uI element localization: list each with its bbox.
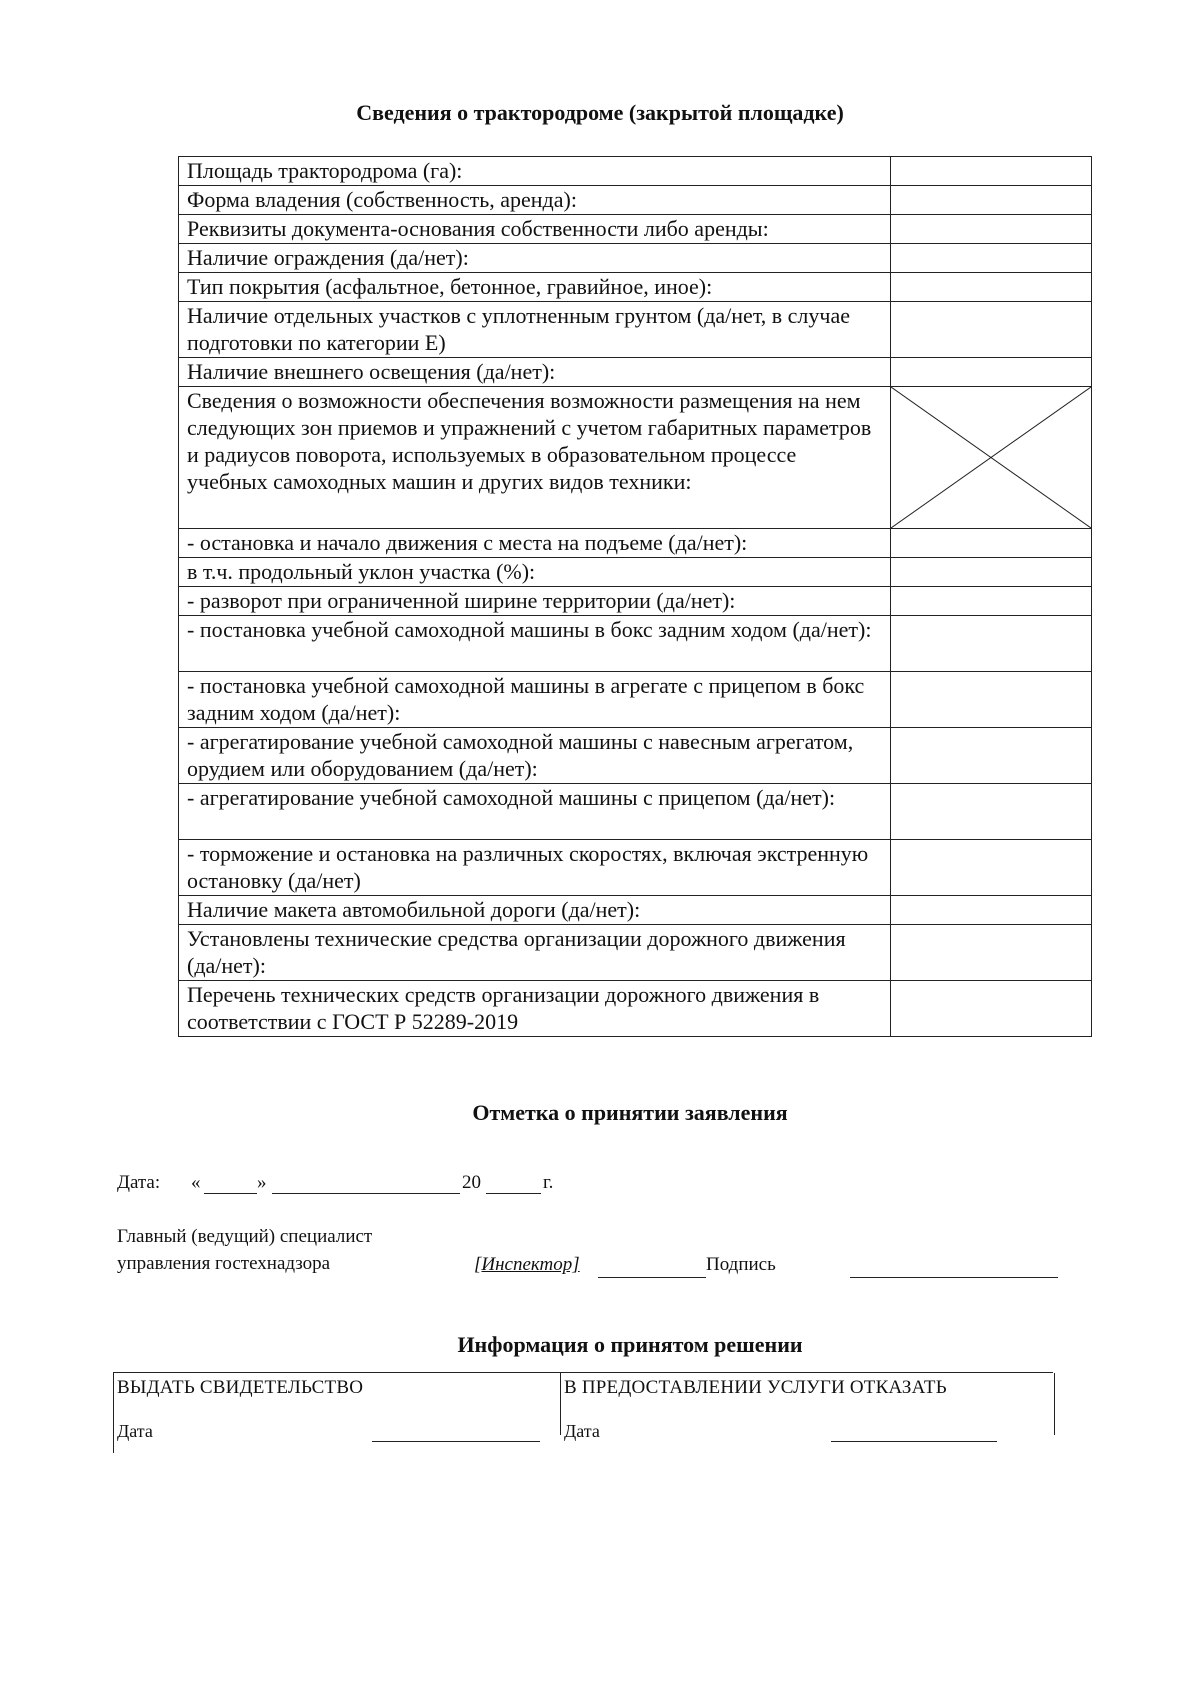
row-label: Перечень технических средств организации дорожного движения в соответствии с ГОСТ Р 52289-2019 <box>179 981 891 1037</box>
row-value[interactable] <box>891 157 1092 186</box>
table-row <box>179 558 1092 587</box>
acceptance-title: Отметка о принятии заявления <box>472 1100 788 1125</box>
table-row <box>179 215 1092 244</box>
table-row <box>179 387 1092 529</box>
table-row <box>179 529 1092 558</box>
table-row <box>179 784 1092 840</box>
cross-out-mark <box>891 387 1091 528</box>
row-label: Наличие макета автомобильной дороги (да/нет): <box>179 896 891 925</box>
facility-title: Сведения о трактородроме (закрытой площадке) <box>356 100 844 125</box>
row-value[interactable] <box>891 784 1092 840</box>
row-label: - разворот при ограниченной ширине территории (да/нет): <box>179 587 891 616</box>
row-value[interactable] <box>891 587 1092 616</box>
table-row <box>179 587 1092 616</box>
row-label: - агрегатирование учебной самоходной машины с прицепом (да/нет): <box>179 784 891 840</box>
row-label: Наличие внешнего освещения (да/нет): <box>179 358 891 387</box>
month-blank[interactable] <box>272 1193 460 1194</box>
table-row <box>179 358 1092 387</box>
row-label: Наличие ограждения (да/нет): <box>179 244 891 273</box>
row-label: Наличие отдельных участков с уплотненным грунтом (да/нет, в случае подготовки по категории Е) <box>179 302 891 358</box>
row-label: Сведения о возможности обеспечения возможности размещения на нем следующих зон приемов и упражнений с учетом габаритных параметров и радиусов поворота, используемых в образовательном процессе учебных самоходных машин и других видов техники: <box>179 387 891 529</box>
row-label: Форма владения (собственность, аренда): <box>179 186 891 215</box>
inspector-blank[interactable] <box>598 1277 706 1278</box>
row-label: - агрегатирование учебной самоходной машины с навесным агрегатом, орудием или оборудованием (да/нет): <box>179 728 891 784</box>
refuse-column <box>560 1373 1055 1441</box>
position-line2: управления гостехнадзора <box>117 1253 331 1274</box>
row-value[interactable] <box>891 215 1092 244</box>
signature-blank[interactable] <box>850 1277 1058 1278</box>
table-row <box>179 157 1092 186</box>
table-row <box>179 616 1092 672</box>
quote-open: « <box>191 1172 201 1193</box>
issue-date-blank[interactable] <box>372 1441 540 1442</box>
issue-date-label: Дата <box>117 1421 153 1441</box>
row-value[interactable] <box>891 273 1092 302</box>
table-row <box>179 728 1092 784</box>
table-row <box>179 981 1092 1037</box>
inspector-name: [Инспектор] <box>474 1254 580 1275</box>
position-line1: Главный (ведущий) специалист <box>117 1226 373 1247</box>
year-blank[interactable] <box>486 1193 541 1194</box>
decision-title: Информация о принятом решении <box>457 1332 803 1357</box>
crossed-out-cell <box>891 387 1092 529</box>
issue-column <box>113 1373 561 1453</box>
quote-close: » <box>257 1172 267 1193</box>
table-row <box>179 925 1092 981</box>
decision-table <box>113 1372 1053 1453</box>
row-label: - торможение и остановка на различных скоростях, включая экстренную остановку (да/нет) <box>179 840 891 896</box>
table-row <box>179 244 1092 273</box>
facility-table <box>178 156 1092 1037</box>
table-row <box>179 302 1092 358</box>
issue-label: ВЫДАТЬ СВИДЕТЕЛЬСТВО <box>117 1377 364 1398</box>
row-label: Площадь трактородрома (га): <box>179 157 891 186</box>
row-value[interactable] <box>891 840 1092 896</box>
row-value[interactable] <box>891 981 1092 1037</box>
year-prefix: 20 <box>462 1172 481 1193</box>
refuse-label: В ПРЕДОСТАВЛЕНИИ УСЛУГИ ОТКАЗАТЬ <box>564 1377 947 1398</box>
row-value[interactable] <box>891 186 1092 215</box>
year-suffix: г. <box>543 1172 554 1193</box>
row-value[interactable] <box>891 672 1092 728</box>
table-row <box>179 672 1092 728</box>
row-label: Реквизиты документа-основания собственности либо аренды: <box>179 215 891 244</box>
row-label: - постановка учебной самоходной машины в бокс задним ходом (да/нет): <box>179 616 891 672</box>
signature-label: Подпись <box>706 1254 776 1275</box>
row-value[interactable] <box>891 244 1092 273</box>
row-value[interactable] <box>891 616 1092 672</box>
row-value[interactable] <box>891 302 1092 358</box>
table-row <box>179 273 1092 302</box>
row-value[interactable] <box>891 896 1092 925</box>
row-label: - остановка и начало движения с места на подъеме (да/нет): <box>179 529 891 558</box>
date-label: Дата: <box>117 1172 161 1193</box>
row-value[interactable] <box>891 558 1092 587</box>
row-label: Установлены технические средства организации дорожного движения (да/нет): <box>179 925 891 981</box>
table-row <box>179 840 1092 896</box>
row-label: - постановка учебной самоходной машины в агрегате с прицепом в бокс задним ходом (да/нет): <box>179 672 891 728</box>
refuse-date-label: Дата <box>564 1421 600 1441</box>
refuse-date-blank[interactable] <box>831 1441 997 1442</box>
row-value[interactable] <box>891 529 1092 558</box>
row-value[interactable] <box>891 728 1092 784</box>
table-row <box>179 186 1092 215</box>
row-value[interactable] <box>891 925 1092 981</box>
row-value[interactable] <box>891 358 1092 387</box>
row-label: в т.ч. продольный уклон участка (%): <box>179 558 891 587</box>
day-blank[interactable] <box>204 1193 257 1194</box>
row-label: Тип покрытия (асфальтное, бетонное, гравийное, иное): <box>179 273 891 302</box>
table-row <box>179 896 1092 925</box>
